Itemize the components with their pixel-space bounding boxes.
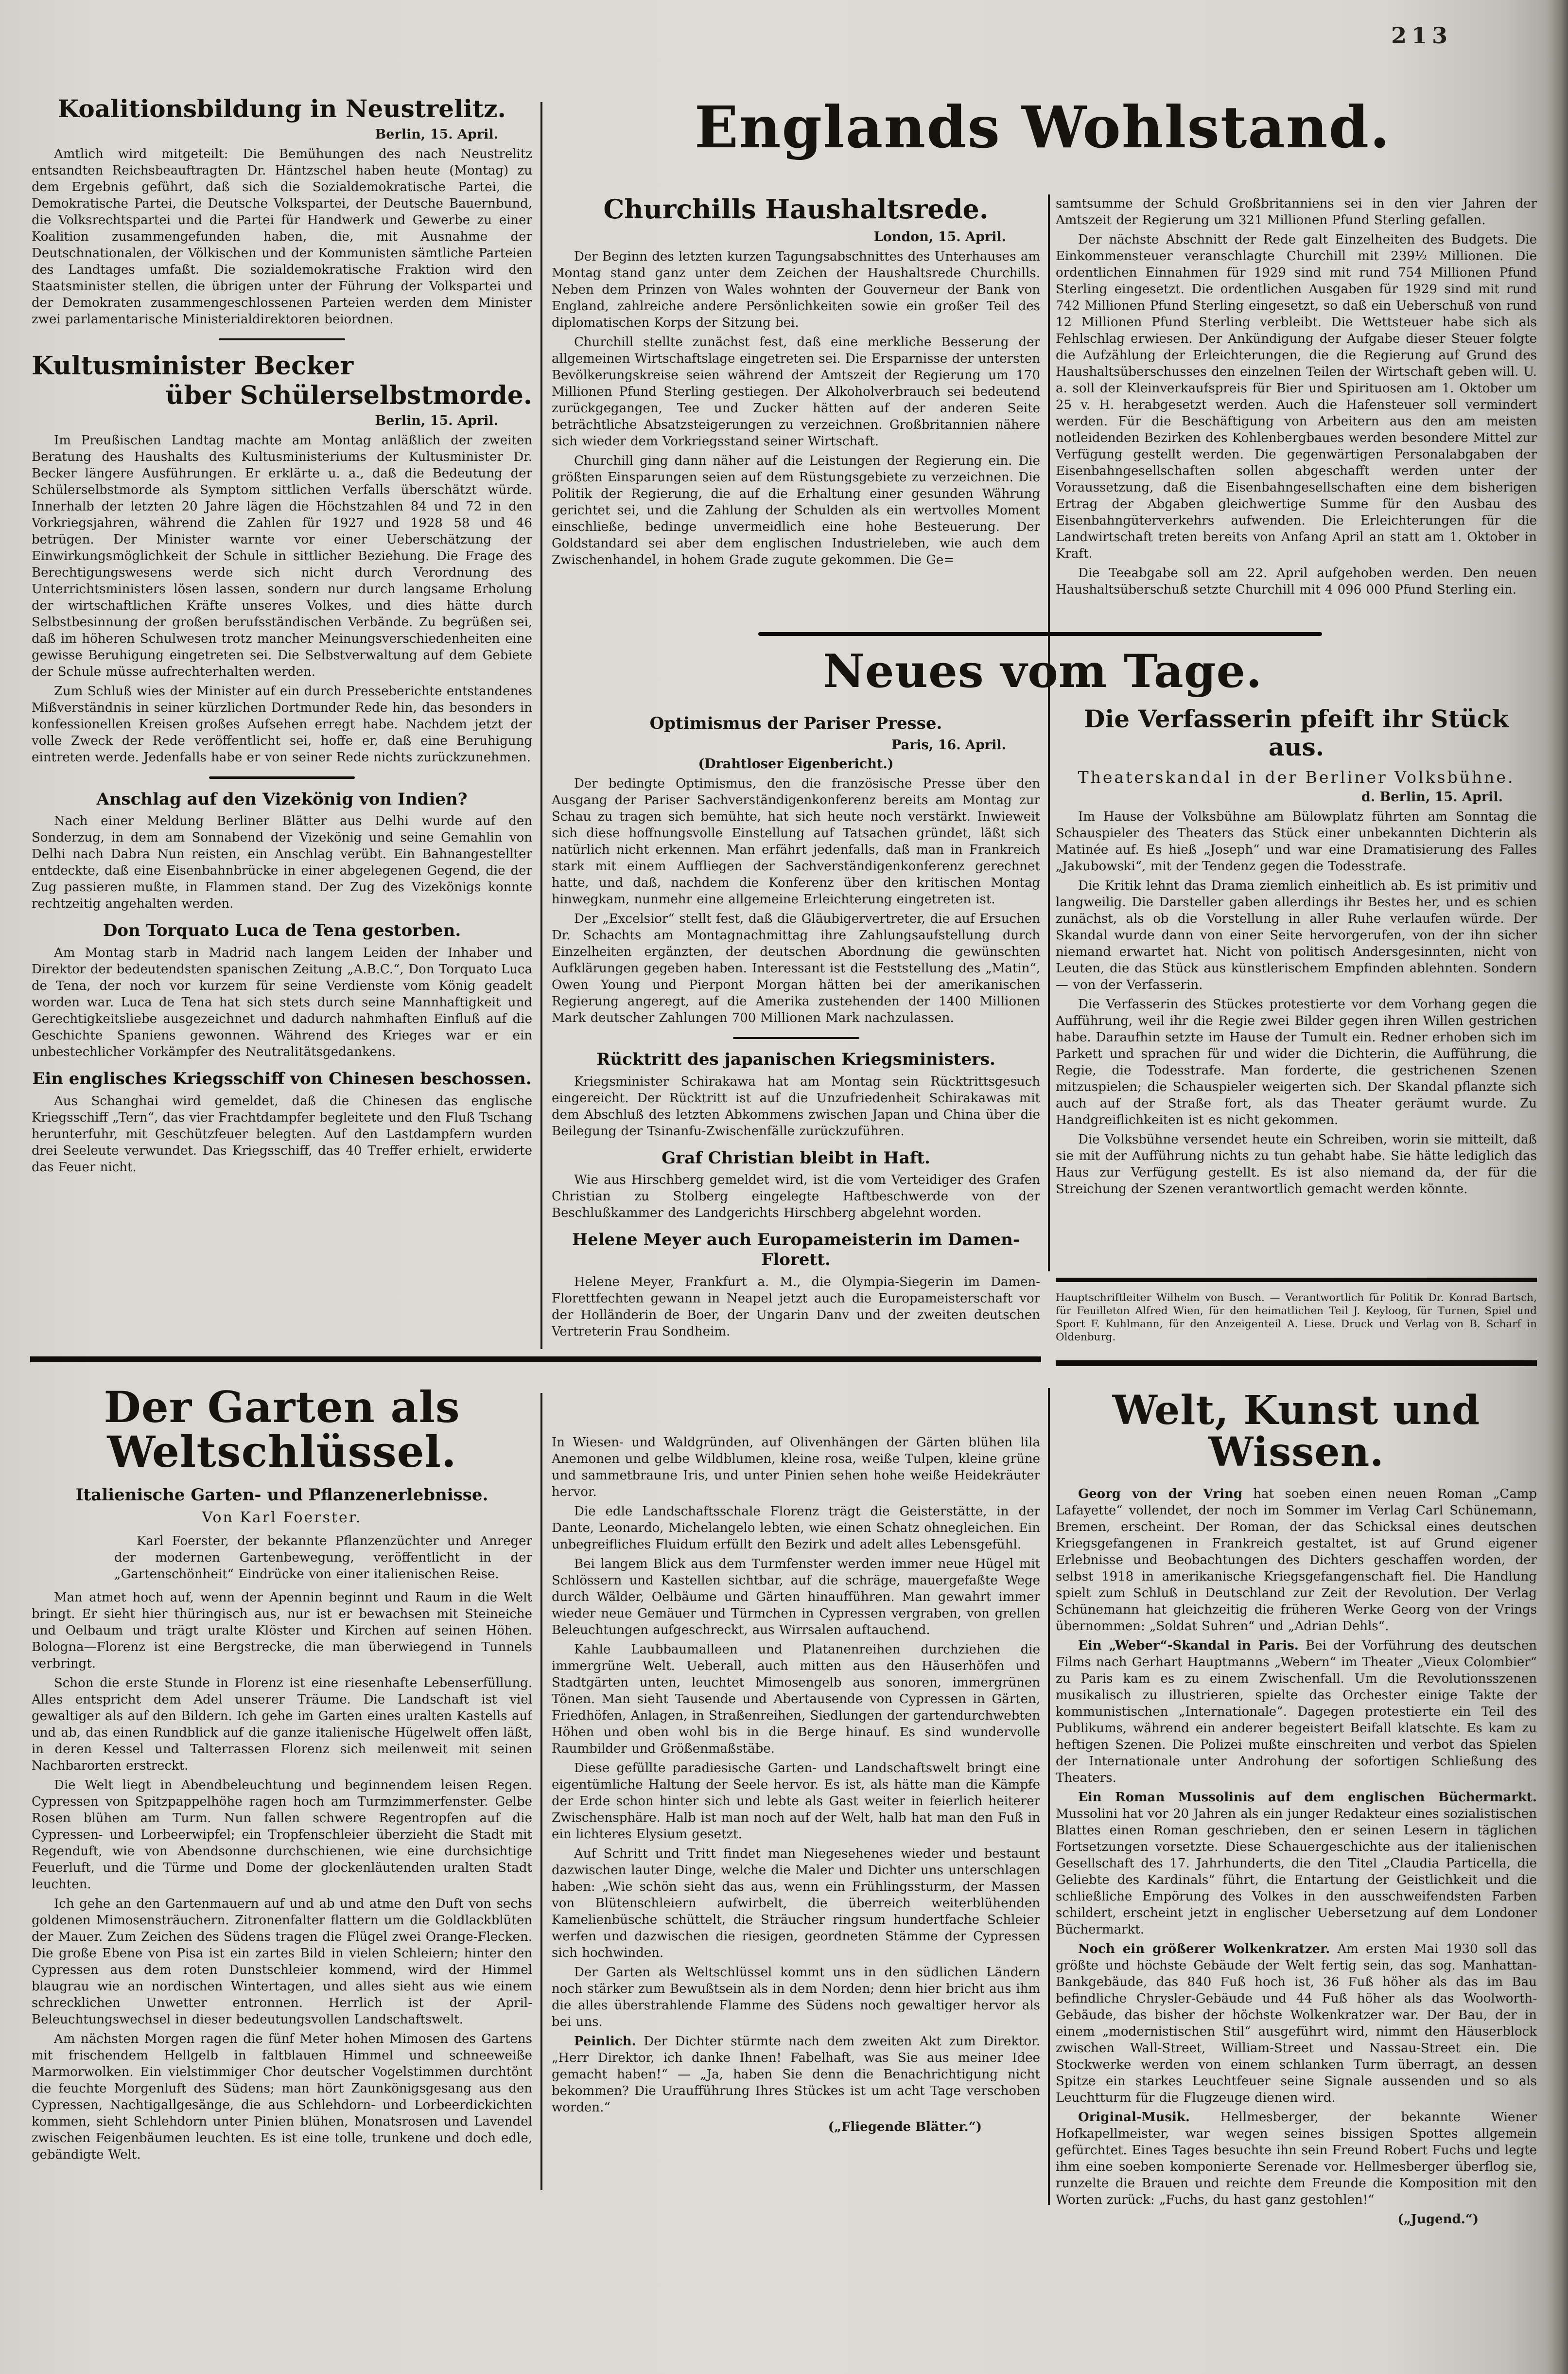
article-title-ruecktritt: Rücktritt des japanischen Kriegsministers. — [596, 1049, 995, 1069]
paragraph: Der nächste Abschnitt der Rede galt Einzelheiten des Budgets. Die Einkommensteuer veranschlagte Churchill mit 239½ Millionen. Die ordentlichen Einnahmen für 1929 sind mit rund 754 Millionen Pfund Sterling eingesetzt. Die ordentlichen Ausgaben für 1929 sind mit rund 742 Millionen Pfund Sterling eingesetzt, so daß ein Ueberschuß von rund 12 Millionen Pfund Sterling verbleibt. Die Wettsteuer habe sich als Fehlschlag erwiesen. Der Ankündigung der Aufgabe dieser Steuer folgte die Aufzählung der Erleichterungen, die die Regierung auf Grund des Haushaltsüberschusses den einzelnen Teilen der Wirtschaft geben will. U. a. soll der Kleinverkaufspreis für Bier und Spirituosen am 1. Oktober um 25 v. H. herabgesetzt werden. Auch die Hafensteuer soll vermindert werden. Für die Beschäftigung von Arbeitern aus den am meisten notleidenden Bezirken des Kohlenbergbaues werden besondere Mittel zur Verfügung gestellt werden. Die gegenwärtigen Personalabgaben der Eisenbahngesellschaften sollen abgeschafft werden unter der Voraussetzung, daß die Eisenbahngesellschaften eine dem bisherigen Ertrag der Abgaben gleichwertige Summe für den Ausbau des Eisenbahngüterverkehrs aufwenden. Die Erleichterungen für die Landwirtschaft treten bereits von Anfang April an statt am 1. Oktober in Kraft. — [1056, 232, 1537, 561]
welt-item-lead: Ein Roman Mussolinis auf dem englischen Büchermarkt. — [1078, 1790, 1537, 1805]
paragraph: In Wiesen- und Waldgründen, auf Olivenhängen der Gärten blühen lila Anemonen und gelbe Wildblumen, kleine rosa, weiße Tulpen, kleine grüne und sammetbraune Iris, und unter Pinien sehen hohe weiße Heidekräuter hervor. — [552, 1435, 1040, 1499]
article-title-kriegsschiff: Ein englisches Kriegsschiff von Chinesen beschossen. — [32, 1069, 532, 1089]
welt-item-lead: Ein „Weber“-Skandal in Paris. — [1078, 1638, 1299, 1653]
paragraph: Im Hause der Volksbühne am Bülowplatz führten am Sonntag die Schauspieler des Theaters das Stück einer unbekannten Dichterin als Matinée auf. Es hieß „Joseph“ und war eine Dramatisierung des Falles „Jakubowski“, mit der Tendenz gegen die Todesstrafe. — [1056, 809, 1537, 874]
joke-lead: Peinlich. — [574, 2034, 636, 2049]
dateline: London, 15. April. — [873, 229, 1006, 245]
paragraph: Die Welt liegt in Abendbeleuchtung und beginnendem leisen Regen. Cypressen von Spitzpappelhöhe ragen hoch am Turmzimmerfenster. Gelbe Rosen blühen am Turm. Nun fallen schwere Regentropfen auf die Cypressen- und Lorbeerwipfel; ein Tropfenschleier überzieht die Stadt mit Regenduft, wie von Abendsonne durchschienen, wie eine durchsichtige Feuerluft, und die Türme und Dome der glockenläutenden uralten Stadt leuchten. — [32, 1777, 532, 1892]
paragraph: Ich gehe an den Gartenmauern auf und ab und atme den Duft von sechs goldenen Mimosensträuchern. Zitronenfalter flattern um die Goldlackblüten der Mauer. Zum Zeichen des Südens tragen die Flügel zwei Orange-Flecken. Die große Ebene von Pisa ist ein zartes Bild in vielen Schleiern; hinter den Cypressen aus dem roten Dunstschleier kommend, wird der Himmel blaugrau wie an nordischen Wintertagen, und alles sieht aus wie einem schrecklichen Unwetter entronnen. Herrlich ist der April-Beleuchtungswechsel in dieser bedeutungsvollen Landschaftswelt. — [32, 1896, 532, 2027]
main-headline: Englands Wohlstand. — [694, 93, 1391, 161]
article-title-helene: Helene Meyer auch Europameisterin im Damen-Florett. — [572, 1230, 1020, 1270]
article-title-kultus-line2: über Schülerselbstmorde. — [165, 380, 532, 410]
paragraph: Wie aus Hirschberg gemeldet wird, ist die vom Verteidiger des Grafen Christian zu Stolberg eingelegte Haftbeschwerde von der Beschlußkammer des Landgerichts Hirschberg abgelehnt worden. — [552, 1173, 1040, 1221]
column-rule — [540, 102, 542, 1349]
garten-continuation-column — [552, 1434, 1040, 2193]
england-subhead: Churchills Haushaltsrede. — [603, 193, 989, 225]
paragraph: Man atmet hoch auf, wenn der Apennin beginnt und Raum in die Welt bringt. Er sieht hier thüringisch aus, nur ist er bewachsen mit Steineiche und Oelbaum und trägt uralte Klöster und Kirchen auf seinen Höhen. Bologna—Florenz ist eine Bergstrecke, die man überwiegend in Tunnels verbringt. — [32, 1590, 532, 1671]
article-divider — [209, 776, 355, 779]
welt-item — [1056, 2109, 1537, 2208]
paragraph: Der Beginn des letzten kurzen Tagungsabschnittes des Unterhauses am Montag stand ganz unter dem Zeichen der Haushaltsrede Churchills. Neben dem Prinzen von Wales wohnten der Gouverneur der Bank von England, zahlreiche andere Persönlichkeiten sowie ein großer Teil des diplomatischen Korps der Sitzung bei. — [552, 249, 1040, 330]
paragraph: Die Teeabgabe soll am 22. April aufgehoben werden. Den neuen Haushaltsüberschuß setzte Churchill mit 4 096 000 Pfund Sterling ein. — [1056, 566, 1537, 597]
article-divider — [733, 1037, 859, 1039]
section-headline-neues: Neues vom Tage. — [822, 645, 1263, 698]
paragraph: Am Montag starb in Madrid nach langem Leiden der Inhaber und Direktor der bedeutendsten spanischen Zeitung „A.B.C.“, Don Torquato Luca de Tena, der noch vor kurzem für seine Verdienste vom König geadelt worden war. Luca de Tena hat sich stets durch seine Mannhaftigkeit und Gerechtigkeitsliebe ausgezeichnet und dadurch nahmhaften Einfluß auf die Geschichte Spaniens gewonnen. Während des Krieges war er ein unbestechlicher Vorkämpfer des Neutralitätsgedankens. — [32, 946, 532, 1060]
paragraph: samtsumme der Schuld Großbritanniens sei in den vier Jahren der Amtszeit der Regierung um 321 Millionen Pfund Sterling gefallen. — [1056, 196, 1537, 228]
england-column-1 — [552, 193, 1040, 625]
joke-text: Der Dichter stürmte nach dem zweiten Akt zum Direktor. „Herr Direktor, ich danke Ihnen! Fabelhaft, was Sie aus meiner Idee gemacht haben!“ — „Ja, haben Sie denn die Benachrichtigung nicht bekommen? Die Uraufführung Ihres Stückes ist um acht Tage verschoben worden.“ — [552, 2034, 1040, 2115]
welt-item-lead: Original-Musik. — [1078, 2110, 1190, 2125]
report-note: (Drahtloser Eigenbericht.) — [698, 756, 894, 772]
welt-item — [1056, 1637, 1537, 1786]
welt-item — [1056, 1486, 1537, 1635]
welt-item-text: Hellmesberger, der bekannte Wiener Hofkapellmeister, war wegen seines bissigen Spottes allgemein gefürchtet. Eines Tages besuchte ihn sein Freund Robert Fuchs und legte ihm eine soeben komponierte Serenade vor. Hellmesberger überflog sie, runzelte die Brauen und reichte dem Freunde die Komposition mit den Worten zurück: „Fuchs, du hast ganz gestohlen!“ — [1056, 2110, 1537, 2208]
dateline: Berlin, 15. April. — [375, 126, 498, 142]
imprint — [1056, 1291, 1537, 1354]
welt-item-text: Am ersten Mai 1930 soll das größte und höchste Gebäude der Welt fertig sein, das sog. Manhattan-Bankgebäude, das 840 Fuß hoch ist, 36 Fuß höher als das im Bau befindliche Chrysler-Gebäude und 44 Fuß höher als das Woolworth-Gebäude, das bisher der höchste Wolkenkratzer war. Der Bau, der in einem „modernistischen Stil“ ausgeführt wird, nimmt den Häuserblock zwischen Wall-Street, William-Street und Nassau-Street ein. Die Stockwerke werden von einem schlanken Turm überragt, an dessen Spitze ein starkes Leuchtfeuer seine Signale aussenden und so als Leuchtturm für die Flugzeuge dienen wird. — [1056, 1942, 1537, 2106]
welt-column — [1056, 1389, 1537, 2240]
welt-headline: Welt, Kunst und Wissen. — [1112, 1389, 1481, 1476]
imprint-rule-top — [1056, 1278, 1537, 1282]
dateline: Paris, 16. April. — [891, 737, 1006, 753]
section-rule — [758, 632, 1322, 636]
paragraph: Nach einer Meldung Berliner Blätter aus Delhi wurde auf den Sonderzug, in dem am Sonnabend der Vizekönig und seine Gemahlin von Delhi nach Dabra Nun reisten, ein Anschlag verübt. Ein Bahnangestellter entdeckte, daß eine Eisenbahnbrücke in einer abgelegenen Gegend, die der Zug passieren mußte, in Flammen stand. Der Zug des Vizekönigs konnte rechtzeitig angehalten werden. — [32, 814, 532, 912]
paragraph: Die Volksbühne versendet heute ein Schreiben, worin sie mitteilt, daß sie mit der Aufführung nichts zu tun gehabt habe. Sie hätte lediglich das Haus zur Verfügung gestellt. Es ist also niemand da, der für die Streichung der Szenen verantwortlich gemacht werden könnte. — [1056, 1132, 1537, 1196]
page-number: 213 — [1391, 22, 1453, 49]
garten-headline: Der Garten als Weltschlüssel. — [104, 1385, 460, 1477]
paragraph: Diese gefüllte paradiesische Garten- und Landschaftswelt bringt eine eigentümliche Haltung der Seele hervor. Es ist, als hätte man die Kämpfe der Erde schon hinter sich und lebte als Gast weiter in feierlich heiterer Zwischensphäre. Halb ist man noch auf der Welt, halb hat man den Fuß in ein lichteres Elysium gesetzt. — [552, 1761, 1040, 1842]
paragraph: Amtlich wird mitgeteilt: Die Bemühungen des nach Neustrelitz entsandten Reichsbeauftragten Dr. Häntzschel haben heute (Montag) zu dem Ergebnis geführt, daß sich die Sozialdemokratische Partei, die Demokratische Partei, die Deutsche Volkspartei, der Deutsche Bauernbund, die Volksrechtspartei und die Partei für Handwerk und Gewerbe zu einer Koalition zusammengefunden haben, die, mit Ausnahme der Deutschnationalen, der Völkischen und der Kommunisten sämtliche Parteien des Landtages umfaßt. Die sozialdemokratische Fraktion wird den Staatsminister stellen, die übrigen unter der Führung der Volkspartei und der Demokraten zusammengeschlossenen Parteien werden dem Minister zwei parlamentarische Ministerialdirektoren beiordnen. — [32, 146, 532, 327]
paragraph: Die edle Landschaftsschale Florenz trägt die Geisterstätte, in der Dante, Leonardo, Michelangelo lebten, wie einen Schatz ohnegleichen. Ein unbegreifliches Fluidum erfüllt den Bezirk und adelt alles Lebensgefühl. — [552, 1504, 1040, 1552]
welt-item-lead: Georg von der Vring — [1078, 1487, 1243, 1502]
joke-paragraph — [552, 2033, 1040, 2116]
welt-item-text: hat soeben einen neuen Roman „Camp Lafayette“ vollendet, der noch im Sommer im Verlag Carl Schünemann, Bremen, erscheint. Der Roman, der das Schicksal eines deutschen Kriegsgefangenen in Frankreich gestaltet, ist auf Grund eigener Erlebnisse und Beobachtungen des Dichters geschaffen worden, der selbst 1918 in amerikanische Kriegsgefangenschaft fiel. Die Handlung spielt zum Schluß in Deutschland zur Zeit der Revolution. Der Verlag Schünemann hat gleichzeitig die früheren Werke Georg von der Vrings übernommen: „Soldat Suhren“ und „Adrian Dehls“. — [1056, 1487, 1537, 1634]
verfasserin-subhead: Theaterskandal in der Berliner Volksbühne. — [1078, 768, 1515, 787]
neues-right-column — [1056, 705, 1537, 1271]
article-title-koalition: Koalitionsbildung in Neustrelitz. — [58, 94, 506, 123]
welt-item — [1056, 1941, 1537, 2106]
paragraph: Churchill stellte zunächst fest, daß eine merkliche Besserung der allgemeinen Wirtschaftslage eingetreten sei. Die Ersparnisse der untersten Bevölkerungskreise seien während der Amtszeit der Regierung um 170 Millionen Pfund Sterling gestiegen. Der Alkoholverbrauch sei bedeutend zurückgegangen, Tee und Zucker hätten auf der anderen Seite beträchtliche Absatzsteigerungen zu verzeichnen. Großbritannien nähere sich wieder dem Vorkriegsstand seiner Wirtschaft. — [552, 335, 1040, 449]
paragraph: Der bedingte Optimismus, den die französische Presse über den Ausgang der Pariser Sachverständigenkonferenz bereits am Montag zur Schau zu tragen sich bemühte, hat sich heute noch verstärkt. Inwieweit sich diese hoffnungsvolle Einstellung auf Tatsachen gründet, läßt sich natürlich nicht erkennen. Man erfährt jedenfalls, daß man in Frankreich stark mit einem Auffliegen der Sachverständigenkonferenz gerechnet hatte, und daß, nachdem die Konferenz über den kritischen Montag hinwegkam, nunmehr eine allgemeine Erleichterung eingetreten ist. — [552, 776, 1040, 907]
garten-intro — [114, 1533, 532, 1583]
paragraph: Kriegsminister Schirakawa hat am Montag sein Rücktrittsgesuch eingereicht. Der Rücktritt ist auf die Unzufriedenheit Schirakawas mit dem Abschluß des letzten Abkommens zwischen Japan und China über die Beilegung der Tsinanfu-Zwischenfälle zurückzuführen. — [552, 1074, 1040, 1139]
paragraph: Schon die erste Stunde in Florenz ist eine riesenhafte Lebenserfüllung. Alles entspricht dem Adel unserer Träume. Die Landschaft ist viel gewaltiger als auf den Bildern. Ich gehe im Garten eines uralten Kastells auf und ab, das einen Rundblick auf die ganze italienische Hügelwelt offen läßt, in deren Kessel und Talterrassen Florenz sich meilenweit mit seinen Nachbarorten erstreckt. — [32, 1675, 532, 1773]
paragraph: Die Kritik lehnt das Drama ziemlich einheitlich ab. Es ist primitiv und langweilig. Die Darsteller gaben allerdings ihr Bestes her, und es schien zunächst, als ob die Vorstellung in aller Ruhe verlaufen würde. Der Skandal wurde dann von einer Seite hervorgerufen, von der ihn sicher niemand erwartet hat. Nicht von politisch Andersgesinnten, nicht von Leuten, die das Stück aus künstlerischem Empfinden ablehnten. Sondern — von der Verfasserin. — [1056, 879, 1537, 992]
article-title-graf: Graf Christian bleibt in Haft. — [662, 1148, 930, 1168]
paragraph: Helene Meyer, Frankfurt a. M., die Olympia-Siegerin im Damen-Florettfechten gewann in Neapel jetzt auch die Europameisterschaft vor der Holländerin de Boer, der Ungarin Danv und der zweiten deutschen Vertreterin Frau Sondheim. — [552, 1274, 1040, 1339]
paragraph: Auf Schritt und Tritt findet man Niegesehenes wieder und bestaunt dazwischen lauter Dinge, welche die Maler und Dichter uns unterschlagen haben: „Wie schön sieht das aus, wenn ein Frühlingssturm, der Massen von Blütenschleiern aufwirbelt, die überreich weiterblühenden Kamelienbüsche schüttelt, die Sträucher ringsum hundertfache Schleier werfen und dazwischen die riesigen, geordneten Stämme der Cypressen sich hochwinden. — [552, 1846, 1040, 1960]
welt-item-text: Mussolini hat vor 20 Jahren als ein junger Redakteur eines sozialistischen Blattes einen Roman geschrieben, den er seinen Lesern in täglichen Fortsetzungen vorsetzte. Diese Schauergeschichte aus der italienischen Gesellschaft des 17. Jahrhunderts, die den Titel „Claudia Particella, die Geliebte des Kardinals“ führt, die Entartung der Geistlichkeit und die schließliche Empörung des Volkes in den ausschweifendsten Farben schildert, erscheint jetzt in englischer Uebersetzung auf dem Londoner Büchermarkt. — [1056, 1807, 1537, 1937]
article-title-luca: Don Torquato Luca de Tena gestorben. — [103, 921, 461, 941]
neues-left-column — [552, 714, 1040, 1348]
article-title-kultus-line1: Kultusminister Becker — [32, 351, 354, 381]
article-title-verfasserin: Die Verfasserin pfeift ihr Stück aus. — [1083, 705, 1509, 761]
paragraph: Aus Schanghai wird gemeldet, daß die Chinesen das englische Kriegsschiff „Tern“, das vier Frachtdampfer begleitete und den Fluß Tschang herunterfuhr, mit Geschützfeuer belegten. Auf den Lastdampfern wurden drei Seeleute verwundet. Das Kriegsschiff, das 40 Treffer erhielt, erwiderte das Feuer nicht. — [32, 1093, 532, 1175]
paragraph: Der Garten als Weltschlüssel kommt uns in den südlichen Ländern noch stärker zum Bewußtsein als in dem Norden; denn hier bricht aus ihm die alles überstrahlende Flamme des Südens noch gewaltiger hervor als bei uns. — [552, 1965, 1040, 2029]
left-column — [32, 90, 532, 1349]
paragraph: Churchill ging dann näher auf die Leistungen der Regierung ein. Die größten Einsparungen seien auf dem Rüstungsgebiete zu verzeichnen. Die Politik der Regierung, die auf die Erhaltung einer gesunden Währung gerichtet sei, und die Zahlung der Schulden als ein wertvolles Moment einschließe, bedinge unvermeidlich eine hohe Besteuerung. Der Goldstandard sei aber dem englischen Industrieleben, wie auch dem Zwischenhandel, in hohem Grade zugute gekommen. Die Ge= — [552, 454, 1040, 567]
dateline: Berlin, 15. April. — [375, 413, 498, 428]
welt-item-text: Bei der Vorführung des deutschen Films nach Gerhart Hauptmanns „Webern“ im Theater „Vieux Colombier“ zu Paris kam es zu einem Zwischenfall. Um die Revolutionsszenen musikalisch zu illustrieren, spielte das Orchester einige Takte der kommunistischen „Internationale“. Dagegen protestierte ein Teil des Publikums, während ein anderer begeistert Beifall klatschte. Es kam zu heftigen Szenen. Die Polizei mußte einschreiten und verbot das Spielen der Internationale unter Androhung der sofortigen Schließung des Theaters. — [1056, 1638, 1537, 1786]
article-title-anschlag: Anschlag auf den Vizekönig von Indien? — [96, 789, 468, 809]
article-divider — [219, 338, 345, 340]
garten-subhead: Italienische Garten- und Pflanzenerlebnisse. — [75, 1485, 488, 1505]
paragraph: Kahle Laubbaumalleen und Platanenreihen durchziehen die immergrüne Welt. Ueberall, auch mitten aus den Häuserhöfen und Stadtgärten unten, leuchtet Mimosengelb aus sonoren, immergrünen Tönen. Man sieht Tausende und Abertausende von Cypressen in Gärten, Friedhöfen, Anlagen, in Straßenreihen, Siedlungen der gartendurchwebten Höhen und oben wohl bis in die Berge hinauf. Es sind wundervolle Raumbilder und Größenmaßstäbe. — [552, 1642, 1040, 1756]
section-rule-main — [30, 1356, 1041, 1362]
paragraph: Die Verfasserin des Stückes protestierte vor dem Vorhang gegen die Aufführung, weil ihr die Regie zwei Bilder gegen ihren Willen gestrichen habe. Daraufhin setzte im Hause der Tumult ein. Redner erhoben sich im Parkett und sprachen für und wider die Dichterin, die Aufführung, die Regie, die Todesstrafe. Man forderte, die gestrichenen Szenen mitzuspielen; die Schauspieler weigerten sich. Der Skandal pflanzte sich auch auf der Straße fort, als das Theater geräumt wurde. Zu Handgreiflichkeiten ist es nicht gekommen. — [1056, 997, 1537, 1127]
imprint-text: Hauptschriftleiter Wilhelm von Busch. — Verantwortlich für Politik Dr. Konrad Bartsch, für Feuilleton Alfred Wien, für den heimatlichen Teil J. Keyloog, für Turnen, Spiel und Sport F. Kuhlmann, für den Anzeigenteil A. Liese. Druck und Verlag von B. Scharf in Oldenburg. — [1056, 1292, 1537, 1343]
paragraph: Im Preußischen Landtag machte am Montag anläßlich der zweiten Beratung des Haushalts des Kultusministeriums der Kultusminister Dr. Becker längere Ausführungen. Er erklärte u. a., daß die Bedeutung der Schülerselbstmorde als Symptom sittlichen Verfalls überschätzt würde. Innerhalb der letzten 20 Jahre lägen die Höchstzahlen 84 und 72 in den Vorkriegsjahren, während die Zahlen für 1927 und 1928 58 und 46 betrügen. Der Minister warnte vor einer Ueberschätzung der Einwirkungsmöglichkeit der Schule in sittlicher Beziehung. Die Frage des Berechtigungswesens werde sich nicht durch Verordnung des Unterrichtsministers lösen lassen, sondern nur durch langsame Erholung der wirtschaftlichen Kräfte unseres Volkes, und dies hätte durch Selbstbesinnung der großen berufsständischen Verbände. Zu begrüßen sei, daß im höheren Schulwesen trotz mancher Meinungsverschiedenheiten eine gewisse Beruhigung eingetreten sei. Die Selbstverwaltung auf dem Gebiete der Schule müsse aufrechterhalten werden. — [32, 433, 532, 679]
welt-item — [1056, 1789, 1537, 1938]
paragraph: Am nächsten Morgen ragen die fünf Meter hohen Mimosen des Gartens mit frischendem Hellgelb in faltblauen Himmel und schneeweiße Marmorwolken. Ein vielstimmiger Chor deutscher Vogelstimmen durchtönt die feuchte Morgenluft des Südens; man hört Zaunkönigsgesang aus den Cypressen, Nachtigallgesänge, die aus Schlehdorn- und Lorbeerdickichten kommen, sieht Schlehdorn unter Pinien blühen, Monatsrosen und Lavendel zwischen Feigenbäumen leuchten. Es ist eine tolle, trunkene und doch edle, gebändigte Welt. — [32, 2031, 532, 2162]
garten-column — [32, 1385, 532, 2240]
paragraph: Bei langem Blick aus dem Turmfenster werden immer neue Hügel mit Schlössern und Kastellen sichtbar, auf die schräge, mauergefaßte Wege durch Wälder, Oelbäume und Gärten hinaufführen. Man gewahrt immer wieder neue Gemäuer und Türmchen in Cypressen vergraben, von grellen Beleuchtungen aufgeschreckt, aus Wirrsalen auftauchend. — [552, 1557, 1040, 1637]
paragraph: Der „Excelsior“ stellt fest, daß die Gläubigervertreter, die auf Ersuchen Dr. Schachts am Montagnachmittag ihre Zahlungsaufstellung durch Einzelheiten ergänzten, der deutschen Abordnung die gewünschten Aufklärungen gegeben haben. Interessant ist die Feststellung des „Matin“, Owen Young und Pierpont Morgan hätten bei der amerikanischen Regierung angeregt, auf die Amerika zustehenden der 1400 Millionen Mark deutscher Zahlungen 700 Millionen Mark nachzulassen. — [552, 911, 1040, 1025]
column-rule — [1048, 1388, 1050, 2205]
joke-source: („Fliegende Blätter.“) — [828, 2120, 982, 2134]
paragraph: Zum Schluß wies der Minister auf ein durch Presseberichte entstandenes Mißverständnis in seiner kürzlichen Dortmunder Rede hin, das besonders in konfessionellen Kreisen großes Aufsehen erregt habe. Nachdem jetzt der volle Zweck der Rede veröffentlicht sei, hoffe er, daß eine Beruhigung eintreten werde. Jedenfalls habe er von seiner Rede nichts zurückzunehmen. — [32, 684, 532, 765]
welt-source: („Jugend.“) — [1397, 2212, 1479, 2227]
imprint-rule-bottom — [1056, 1360, 1537, 1366]
column-rule — [540, 1393, 542, 2190]
dateline: d. Berlin, 15. April. — [1361, 790, 1503, 805]
welt-item-lead: Noch ein größerer Wolkenkratzer. — [1078, 1942, 1330, 1957]
article-title-optimismus: Optimismus der Pariser Presse. — [649, 714, 942, 733]
paragraph: Karl Foerster, der bekannte Pflanzenzüchter und Anreger der modernen Gartenbewegung, veröffentlicht in der „Gartenschönheit“ Eindrücke von einer italienischen Reise. — [114, 1533, 532, 1582]
column-rule — [1048, 194, 1050, 1271]
garten-byline: Von Karl Foerster. — [202, 1509, 362, 1526]
england-column-2 — [1056, 195, 1537, 625]
